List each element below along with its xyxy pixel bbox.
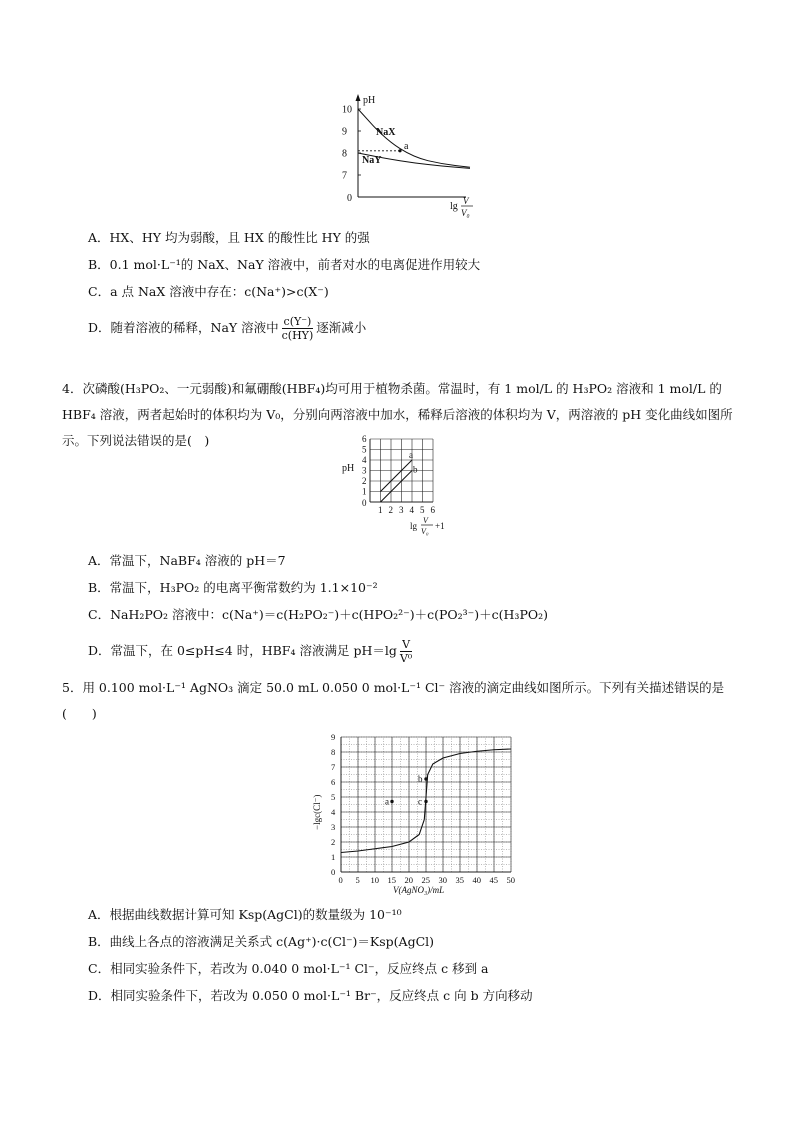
x-tick-label-0: 0 [338,875,343,885]
q3-option-b: B．0.1 mol·L⁻¹的 NaX、NaY 溶液中，前者对水的电离促进作用较大 [88,257,481,272]
y-tick-label-3: 3 [331,822,336,832]
y-tick-label-6: 6 [362,434,367,444]
point-a-marker [398,149,401,152]
x-tick-label-45: 45 [489,875,498,885]
y-tick-label-7: 7 [331,762,336,772]
origin-label: 0 [347,193,352,204]
series-a-label: a [409,450,413,460]
x-tick-label-35: 35 [455,875,464,885]
point-a-marker [390,800,393,803]
x-tick-label-30: 30 [438,875,447,885]
x-axis-label-prefix: lg [450,201,458,212]
x-tick-label-5: 5 [420,505,425,515]
x-tick-label-15: 15 [387,875,396,885]
x-axis-label-suffix: +1 [435,521,445,531]
q5-stem: 5．用 0.100 mol·L⁻¹ AgNO₃ 滴定 50.0 mL 0.050 0 mol·L⁻¹ Cl⁻ 溶液的滴定曲线如图所示。下列有关描述错误的是( ) [62,680,725,721]
x-tick-label-50: 50 [506,875,515,885]
q3-option-d: D．随着溶液的稀释，NaY 溶液中 $\frac{c(Y^-)}{c(HY)}$ 逐渐减小 [88,315,367,342]
y-tick-label-0: 0 [331,867,336,877]
chart-ph-dilution-hbf4-h3po2 [340,434,470,544]
q5-option-d: D．相同实验条件下，若改为 0.050 0 mol·L⁻¹ Br⁻，反应终点 c 向 b 方向移动 [88,988,533,1003]
y-axis-arrow [356,94,361,101]
x-tick-label-6: 6 [430,505,435,515]
y-tick-label-2: 2 [331,837,336,847]
point-b-marker [424,777,427,780]
y-tick-label-5: 5 [331,792,336,802]
y-tick-label-8: 8 [342,148,347,160]
q5-option-b: B．曲线上各点的溶液满足关系式 c(Ag⁺)·c(Cl⁻)＝Ksp(AgCl) [88,934,435,949]
y-tick-label-3: 3 [362,465,367,476]
y-tick-label-8: 8 [331,747,336,757]
x-tick-label-40: 40 [472,875,481,885]
curve-label-nay: NaY [362,155,382,166]
y-tick-label-6: 6 [331,777,336,787]
series-b-label: b [413,464,418,475]
x-axis-label-den: V₀ [421,527,429,536]
y-tick-label-2: 2 [362,476,367,486]
y-axis-label: pH [342,463,355,474]
y-tick-label-9: 9 [342,126,347,138]
x-axis-label: V(AgNO₃)/mL [393,885,445,895]
x-axis-label-num: V [423,516,428,525]
q3-option-c: C．a 点 NaX 溶液中存在：c(Na⁺)>c(X⁻) [88,284,329,299]
x-axis-label-num: V [463,196,469,206]
point-a-label: a [404,140,409,152]
q4-stem: 4．次磷酸(H₃PO₂、一元弱酸)和氟硼酸(HBF₄)均可用于植物杀菌。常温时，有 1 mol/L 的 H₃PO₂ 溶液和 1 mol/L 的 HBF₄ 溶液，两者起始时的体积均为 V₀，分别向两溶液中加水，稀释后溶液的体积均为 V，两溶液的 pH 变化曲线如图所示。下列说法错误的是( ) [62,381,733,448]
y-axis-label: pH [363,95,376,106]
y-tick-label-4: 4 [331,807,336,817]
q5-option-c: C．相同实验条件下，若改为 0.040 0 mol·L⁻¹ Cl⁻，反应终点 c 移到 a [88,961,489,976]
y-axis-label: −lgc(Cl⁻) [312,794,322,830]
x-tick-label-4: 4 [409,505,414,515]
x-axis-label-prefix: lg [410,521,418,531]
x-axis-label-den: V₀ [461,208,470,218]
y-tick-label-5: 5 [362,444,367,455]
y-tick-label-1: 1 [362,486,367,497]
y-tick-label-1: 1 [331,852,336,862]
curve-label-nax: NaX [376,127,396,138]
point-c-marker [424,800,427,803]
x-tick-label-10: 10 [370,875,379,885]
y-tick-label-4: 4 [362,455,367,465]
q3-d-fraction: $\frac{c(Y^-)}{c(HY)}$ [281,315,314,342]
x-tick-label-1: 1 [378,505,383,515]
point-b-label: b [418,774,423,784]
q4-option-b: B．常温下，H₃PO₂ 的电离平衡常数约为 1.1×10⁻² [88,580,378,595]
q5-option-a: A．根据曲线数据计算可知 Ksp(AgCl)的数量级为 10⁻¹⁰ [88,907,402,922]
chart-titration-curve [305,730,520,898]
x-tick-label-5: 5 [355,875,360,885]
y-tick-label-9: 9 [331,732,336,742]
x-tick-label-25: 25 [421,875,430,885]
x-tick-label-2: 2 [388,505,393,515]
x-tick-label-3: 3 [399,505,404,515]
chart-ph-dilution-nax-nay [330,92,480,222]
point-a-label: a [385,796,389,807]
q4-option-d: D．常温下，在 0≤pH≤4 时，HBF₄ 溶液满足 pH＝lg $\frac{V}{\text{V⁰}}$ [88,638,413,665]
y-tick-label-10: 10 [342,104,352,116]
q4-option-a: A．常温下，NaBF₄ 溶液的 pH＝7 [88,553,286,568]
x-tick-label-20: 20 [404,875,413,885]
y-tick-label-7: 7 [342,170,347,182]
origin-label: 0 [362,498,367,508]
q3-option-a: A．HX、HY 均为弱酸，且 HX 的酸性比 HY 的强 [88,230,370,245]
q4-option-c: C．NaH₂PO₂ 溶液中：c(Na⁺)＝c(H₂PO₂⁻)＋c(HPO₂²⁻)＋c(PO₂³⁻)＋c(H₃PO₂) [88,607,548,622]
point-c-label: c [418,796,422,807]
q4-d-fraction: $\frac{V}{\text{V⁰}}$ [399,638,413,665]
